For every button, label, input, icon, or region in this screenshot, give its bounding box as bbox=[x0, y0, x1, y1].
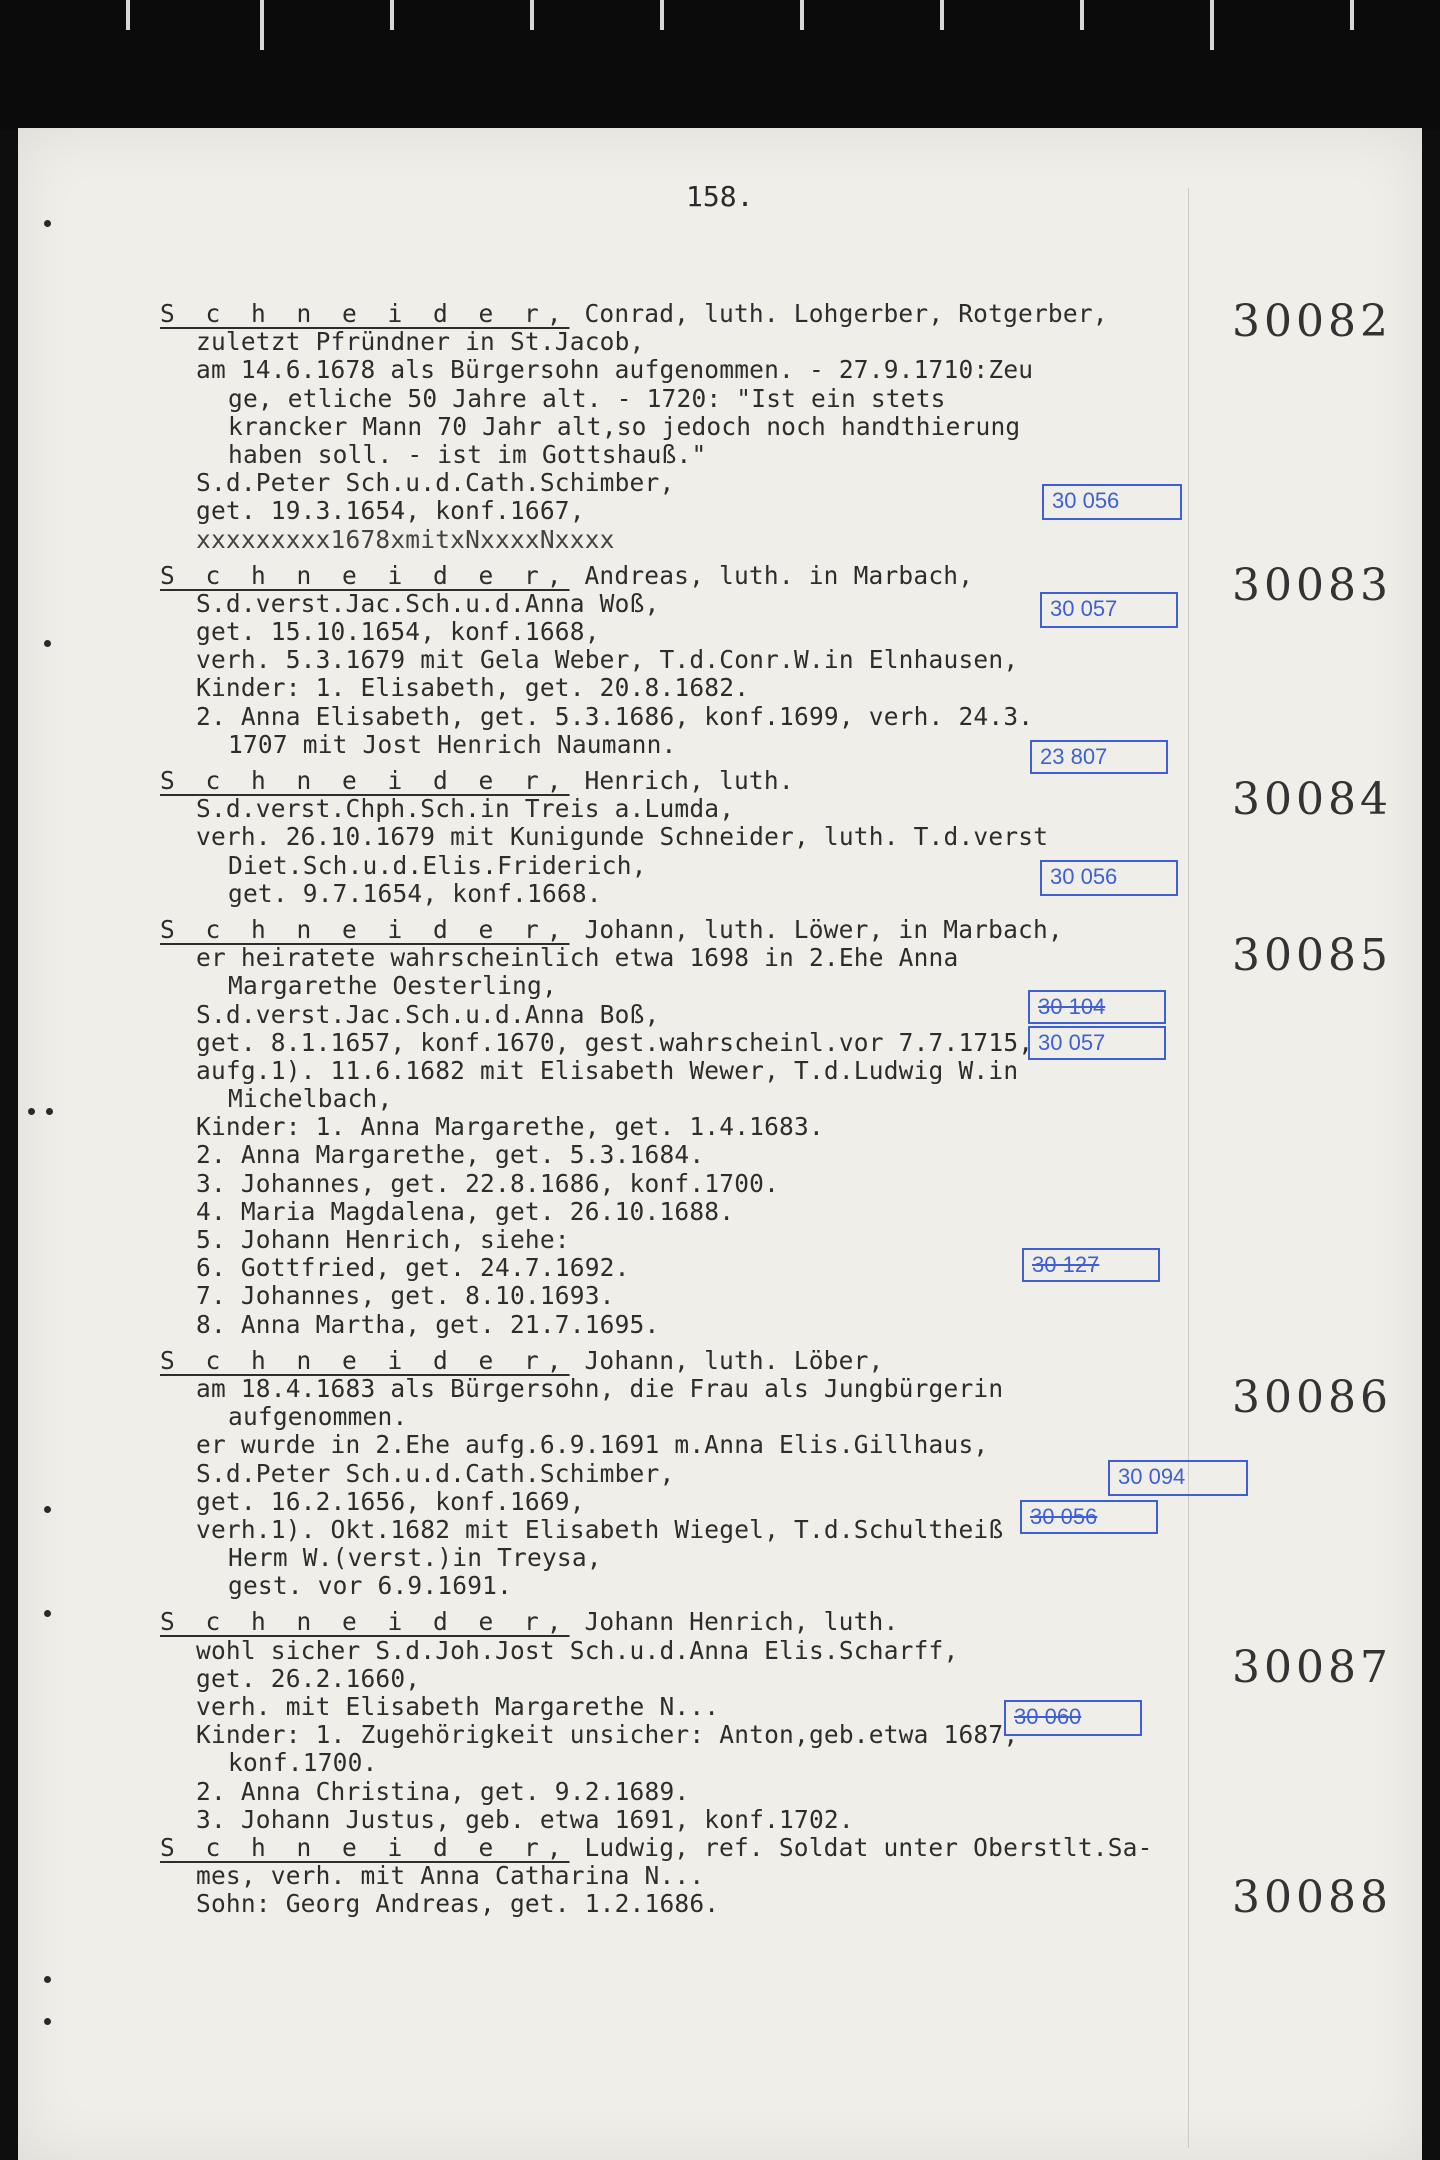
entry-line: verh. mit Elisabeth Margarethe N... bbox=[196, 1692, 720, 1721]
cross-reference-box: 30 056 bbox=[1020, 1500, 1158, 1534]
cross-reference-box: 30 094 bbox=[1108, 1460, 1248, 1496]
registry-number: 30085 bbox=[1232, 930, 1392, 981]
entry-line: get. 16.2.1656, konf.1669, bbox=[196, 1486, 585, 1516]
entry-line: get. 15.10.1654, konf.1668, bbox=[196, 617, 600, 647]
entry-line: S.d.verst.Jac.Sch.u.d.Anna Boß, bbox=[196, 999, 660, 1029]
entry-line: S.d.verst.Jac.Sch.u.d.Anna Woß, bbox=[196, 588, 660, 618]
entry-heading: Johann Henrich, luth. bbox=[569, 1607, 899, 1637]
film-tick bbox=[1210, 0, 1214, 50]
entry-line: verh. 26.10.1679 mit Kunigunde Schneider, luth. T.d.verst bbox=[196, 822, 1049, 852]
punch-dot bbox=[46, 1108, 53, 1115]
entry-line: get. 8.1.1657, konf.1670, gest.wahrscheinl.vor 7.7.1715, bbox=[196, 1027, 1034, 1057]
entry-line: am 18.4.1683 als Bürgersohn, die Frau als Jungbürgerin bbox=[196, 1373, 1004, 1403]
entry-line: get. 26.2.1660, bbox=[196, 1663, 421, 1693]
entry-30086 bbox=[160, 1347, 1200, 1601]
entry-line: Michelbach, bbox=[228, 1084, 393, 1114]
registry-number: 30087 bbox=[1232, 1642, 1392, 1693]
entry-line: 1707 mit Jost Henrich Naumann. bbox=[228, 729, 677, 759]
entry-line: Diet.Sch.u.d.Elis.Friderich, bbox=[228, 850, 647, 880]
entry-line: aufg.1). 11.6.1682 mit Elisabeth Wewer, T.d.Ludwig W.in bbox=[196, 1055, 1019, 1085]
cross-reference-box: 30 127 bbox=[1022, 1248, 1160, 1282]
entry-line: konf.1700. bbox=[228, 1748, 378, 1778]
cross-reference-box: 30 056 bbox=[1042, 484, 1182, 520]
entry-line: 4. Maria Magdalena, get. 26.10.1688. bbox=[196, 1196, 735, 1226]
entry-line: verh. 5.3.1679 mit Gela Weber, T.d.Conr.W.in Elnhausen, bbox=[196, 645, 1019, 675]
entry-line: zuletzt Pfründner in St.Jacob, bbox=[196, 327, 645, 357]
entry-line: er heiratete wahrscheinlich etwa 1698 in 2.Ehe Anna bbox=[196, 943, 959, 973]
entry-surname: S c h n e i d e r, bbox=[160, 560, 570, 590]
entry-surname: S c h n e i d e r, bbox=[160, 766, 570, 795]
entry-surname: S c h n e i d e r, bbox=[160, 1345, 570, 1375]
entry-line: er wurde in 2.Ehe aufg.6.9.1691 m.Anna Elis.Gillhaus, bbox=[196, 1430, 989, 1460]
cross-reference-box: 23 807 bbox=[1030, 740, 1168, 774]
film-tick bbox=[530, 0, 534, 30]
entry-line: Margarethe Oesterling, bbox=[228, 971, 557, 1001]
punch-dot bbox=[44, 1610, 51, 1617]
entry-line: 7. Johannes, get. 8.10.1693. bbox=[196, 1281, 615, 1311]
entry-line: krancker Mann 70 Jahr alt,so jedoch noch handthierung bbox=[228, 411, 1021, 441]
punch-dot bbox=[44, 1976, 51, 1983]
entry-heading: Henrich, luth. bbox=[569, 766, 794, 795]
film-tick bbox=[126, 0, 130, 30]
entry-line: get. 9.7.1654, konf.1668. bbox=[228, 878, 602, 908]
entry-heading: Conrad, luth. Lohgerber, Rotgerber, bbox=[569, 299, 1108, 328]
film-tick bbox=[260, 0, 264, 50]
entry-surname: S c h n e i d e r, bbox=[160, 299, 570, 328]
entry-surname: S c h n e i d e r, bbox=[160, 914, 570, 944]
entry-line: ge, etliche 50 Jahre alt. - 1720: "Ist ein stets bbox=[228, 383, 946, 413]
entry-line: Kinder: 1. Zugehörigkeit unsicher: Anton,geb.etwa 1687, bbox=[196, 1720, 1019, 1750]
entry-line: 2. Anna Elisabeth, get. 5.3.1686, konf.1699, verh. 24.3. bbox=[196, 701, 1034, 731]
registry-number: 30084 bbox=[1232, 774, 1392, 825]
registry-number: 30082 bbox=[1232, 296, 1392, 347]
entry-line: get. 19.3.1654, konf.1667, bbox=[196, 496, 585, 526]
entry-line: 3. Johannes, get. 22.8.1686, konf.1700. bbox=[196, 1168, 780, 1198]
entry-surname: S c h n e i d e r, bbox=[160, 1607, 570, 1637]
punch-dot bbox=[44, 2018, 51, 2025]
punch-dot bbox=[28, 1108, 35, 1115]
film-tick bbox=[940, 0, 944, 30]
film-tick bbox=[660, 0, 664, 30]
registry-number: 30083 bbox=[1232, 560, 1392, 611]
film-strip-top bbox=[0, 0, 1440, 130]
entry-line: 8. Anna Martha, get. 21.7.1695. bbox=[196, 1309, 660, 1339]
entry-line: Kinder: 1. Anna Margarethe, get. 1.4.1683. bbox=[196, 1112, 824, 1142]
cross-reference-box: 30 057 bbox=[1040, 592, 1178, 628]
cross-reference-box: 30 056 bbox=[1040, 860, 1178, 896]
entry-heading: Johann, luth. Löber, bbox=[569, 1345, 884, 1375]
registry-number: 30088 bbox=[1232, 1872, 1392, 1923]
film-tick bbox=[800, 0, 804, 30]
entry-line: wohl sicher S.d.Joh.Jost Sch.u.d.Anna Elis.Scharff, bbox=[196, 1635, 959, 1665]
punch-dot bbox=[44, 640, 51, 647]
entry-line: mes, verh. mit Anna Catharina N... bbox=[196, 1861, 705, 1891]
entry-heading: Johann, luth. Löwer, in Marbach, bbox=[569, 914, 1063, 944]
punch-dot bbox=[44, 1506, 51, 1513]
struck-line: xxxxxxxxx1678xmitxNxxxxNxxxx bbox=[196, 524, 615, 554]
entry-line: S.d.verst.Chph.Sch.in Treis a.Lumda, bbox=[196, 794, 735, 824]
cross-reference-box: 30 060 bbox=[1004, 1700, 1142, 1736]
registry-number: 30086 bbox=[1232, 1372, 1392, 1423]
entry-heading: Ludwig, ref. Soldat unter Oberstlt.Sa- bbox=[569, 1832, 1153, 1862]
film-tick bbox=[1350, 0, 1354, 30]
entry-line: 5. Johann Henrich, siehe: bbox=[196, 1225, 570, 1254]
entry-surname: S c h n e i d e r, bbox=[160, 1832, 570, 1862]
entry-line: 2. Anna Christina, get. 9.2.1689. bbox=[196, 1776, 690, 1806]
cross-reference-box: 30 104 bbox=[1028, 990, 1166, 1024]
entry-line: haben soll. - ist im Gottshauß." bbox=[228, 439, 707, 469]
entry-heading: Andreas, luth. in Marbach, bbox=[569, 560, 974, 590]
entry-30088 bbox=[160, 1834, 1200, 1919]
entry-line: S.d.Peter Sch.u.d.Cath.Schimber, bbox=[196, 1458, 675, 1488]
film-tick bbox=[1080, 0, 1084, 30]
entry-line: 6. Gottfried, get. 24.7.1692. bbox=[196, 1253, 630, 1283]
film-tick bbox=[390, 0, 394, 30]
entry-line: S.d.Peter Sch.u.d.Cath.Schimber, bbox=[196, 468, 675, 498]
entry-line: 3. Johann Justus, geb. etwa 1691, konf.1702. bbox=[196, 1804, 854, 1834]
cross-reference-box: 30 057 bbox=[1028, 1026, 1166, 1060]
entry-line: gest. vor 6.9.1691. bbox=[228, 1571, 513, 1601]
entry-line: Kinder: 1. Elisabeth, get. 20.8.1682. bbox=[196, 673, 750, 703]
entry-line: am 14.6.1678 als Bürgersohn aufgenommen. - 27.9.1710:Zeu bbox=[196, 355, 1034, 385]
entry-line: Herm W.(verst.)in Treysa, bbox=[228, 1543, 602, 1573]
punch-dot bbox=[44, 220, 51, 227]
entry-line: aufgenommen. bbox=[228, 1402, 408, 1432]
entry-line: 2. Anna Margarethe, get. 5.3.1684. bbox=[196, 1140, 705, 1170]
entry-line: Sohn: Georg Andreas, get. 1.2.1686. bbox=[196, 1889, 720, 1919]
page-number: 158. bbox=[686, 180, 754, 213]
entry-line: verh.1). Okt.1682 mit Elisabeth Wiegel, T.d.Schultheiß bbox=[196, 1514, 1004, 1544]
